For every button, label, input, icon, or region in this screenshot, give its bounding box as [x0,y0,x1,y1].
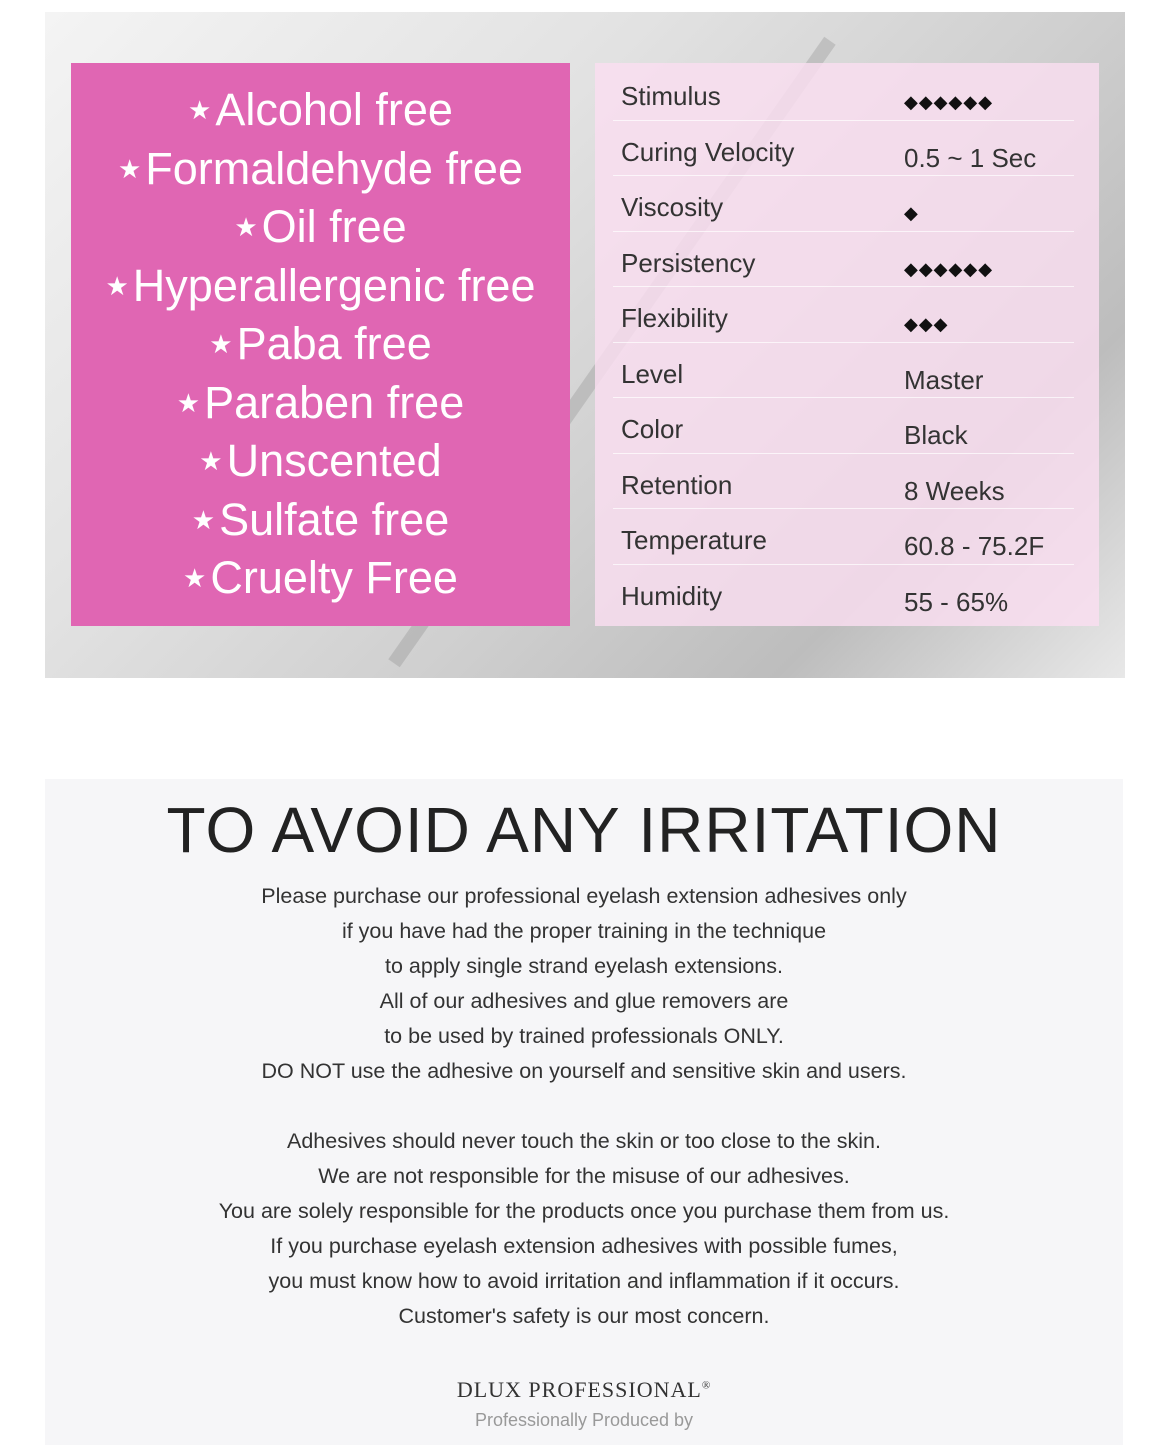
spec-row [613,176,1074,232]
spec-label: Level [621,358,684,389]
spec-label: Viscosity [621,192,724,222]
spec-row [613,287,1074,343]
spec-label: Humidity [621,580,723,611]
brand-name [45,1377,1123,1403]
feature-item [105,257,535,316]
notice-line: to be used by trained professionals ONLY. [384,1024,784,1048]
notice-line: to apply single strand eyelash extensions. [385,954,783,978]
spec-row [613,232,1074,288]
notice-line: you must know how to avoid irritation and inflammation if it occurs. [268,1269,900,1293]
rating-diamonds: ◆◆◆◆◆◆ [904,258,994,279]
feature-item [183,549,458,608]
notice-line: All of our adhesives and glue removers are [379,989,789,1013]
spec-value: Black [904,420,968,450]
spec-label: Temperature [621,525,767,555]
notice-section [45,779,1123,1445]
notice-line: DO NOT use the adhesive on yourself and sensitive skin and users. [261,1059,907,1083]
spec-row [613,509,1074,565]
feature-label: Unscented [226,435,442,487]
spec-label: Retention [621,469,733,500]
notice-line: if you have had the proper training in the technique [341,919,827,943]
spec-row [613,454,1074,510]
notice-line: We are not responsible for the misuse of our adhesives. [318,1164,850,1188]
spec-value: Master [904,364,984,395]
feature-label: Paba free [236,318,432,370]
product-banner [45,12,1125,678]
brand-tagline: Professionally Produced by [474,1410,694,1430]
feature-label: Paraben free [204,376,465,428]
star-icon: ★ [209,329,233,360]
notice-line: Please purchase our professional eyelash extension adhesives only [261,884,907,908]
feature-item [118,140,523,199]
spec-label: Curing Velocity [621,136,795,167]
star-icon: ★ [191,504,216,535]
spec-value: 60.8 - 75.2F [904,531,1045,561]
star-icon: ★ [117,153,142,184]
notice-line: Customer's safety is our most concern. [398,1304,770,1328]
star-icon: ★ [188,95,212,126]
spec-label: Color [621,414,684,444]
notice-line: Adhesives should never touch the skin or too close to the skin. [287,1129,881,1153]
star-icon: ★ [183,563,207,594]
specs-table [595,63,1099,626]
feature-item [209,315,431,374]
rating-diamonds: ◆◆◆◆◆◆ [904,92,994,112]
star-icon: ★ [176,387,201,418]
spec-label: Stimulus [621,81,721,111]
feature-item [177,374,465,433]
spec-row [613,398,1074,454]
feature-item [188,81,453,140]
feature-label: Cruelty Free [210,552,458,604]
feature-label: Formaldehyde free [145,142,523,194]
spec-row [613,65,1074,121]
spec-row [613,565,1074,620]
rating-diamonds: ◆◆◆ [904,314,949,334]
feature-label: Oil free [261,201,407,253]
star-icon: ★ [105,270,129,301]
spec-value: 55 - 65% [904,586,1009,617]
spec-row [613,121,1074,177]
feature-item [199,432,441,491]
spec-value: 8 Weeks [904,475,1005,506]
registered-mark: ® [701,1379,712,1392]
notice-paragraph-2 [45,1124,1123,1334]
feature-label: Alcohol free [215,84,453,136]
rating-diamonds: ◆ [904,203,919,223]
feature-label: Sulfate free [219,493,450,545]
features-panel [71,63,570,626]
spec-value: 0.5 ~ 1 Sec [904,142,1037,173]
star-icon: ★ [234,212,258,243]
notice-paragraph-1 [45,879,1123,1089]
star-icon: ★ [199,446,223,477]
feature-item [192,491,449,550]
feature-item [234,198,406,257]
feature-label: Hyperallergenic free [132,259,536,311]
notice-title: TO AVOID ANY IRRITATION [166,794,1002,866]
brand-text: DLUX PROFESSIONAL [456,1377,702,1402]
spec-row [613,343,1074,399]
notice-line: If you purchase eyelash extension adhesives with possible fumes, [270,1234,898,1258]
spec-label: Persistency [621,247,756,278]
notice-line: You are solely responsible for the products once you purchase them from us. [218,1199,950,1223]
spec-label: Flexibility [621,303,728,333]
